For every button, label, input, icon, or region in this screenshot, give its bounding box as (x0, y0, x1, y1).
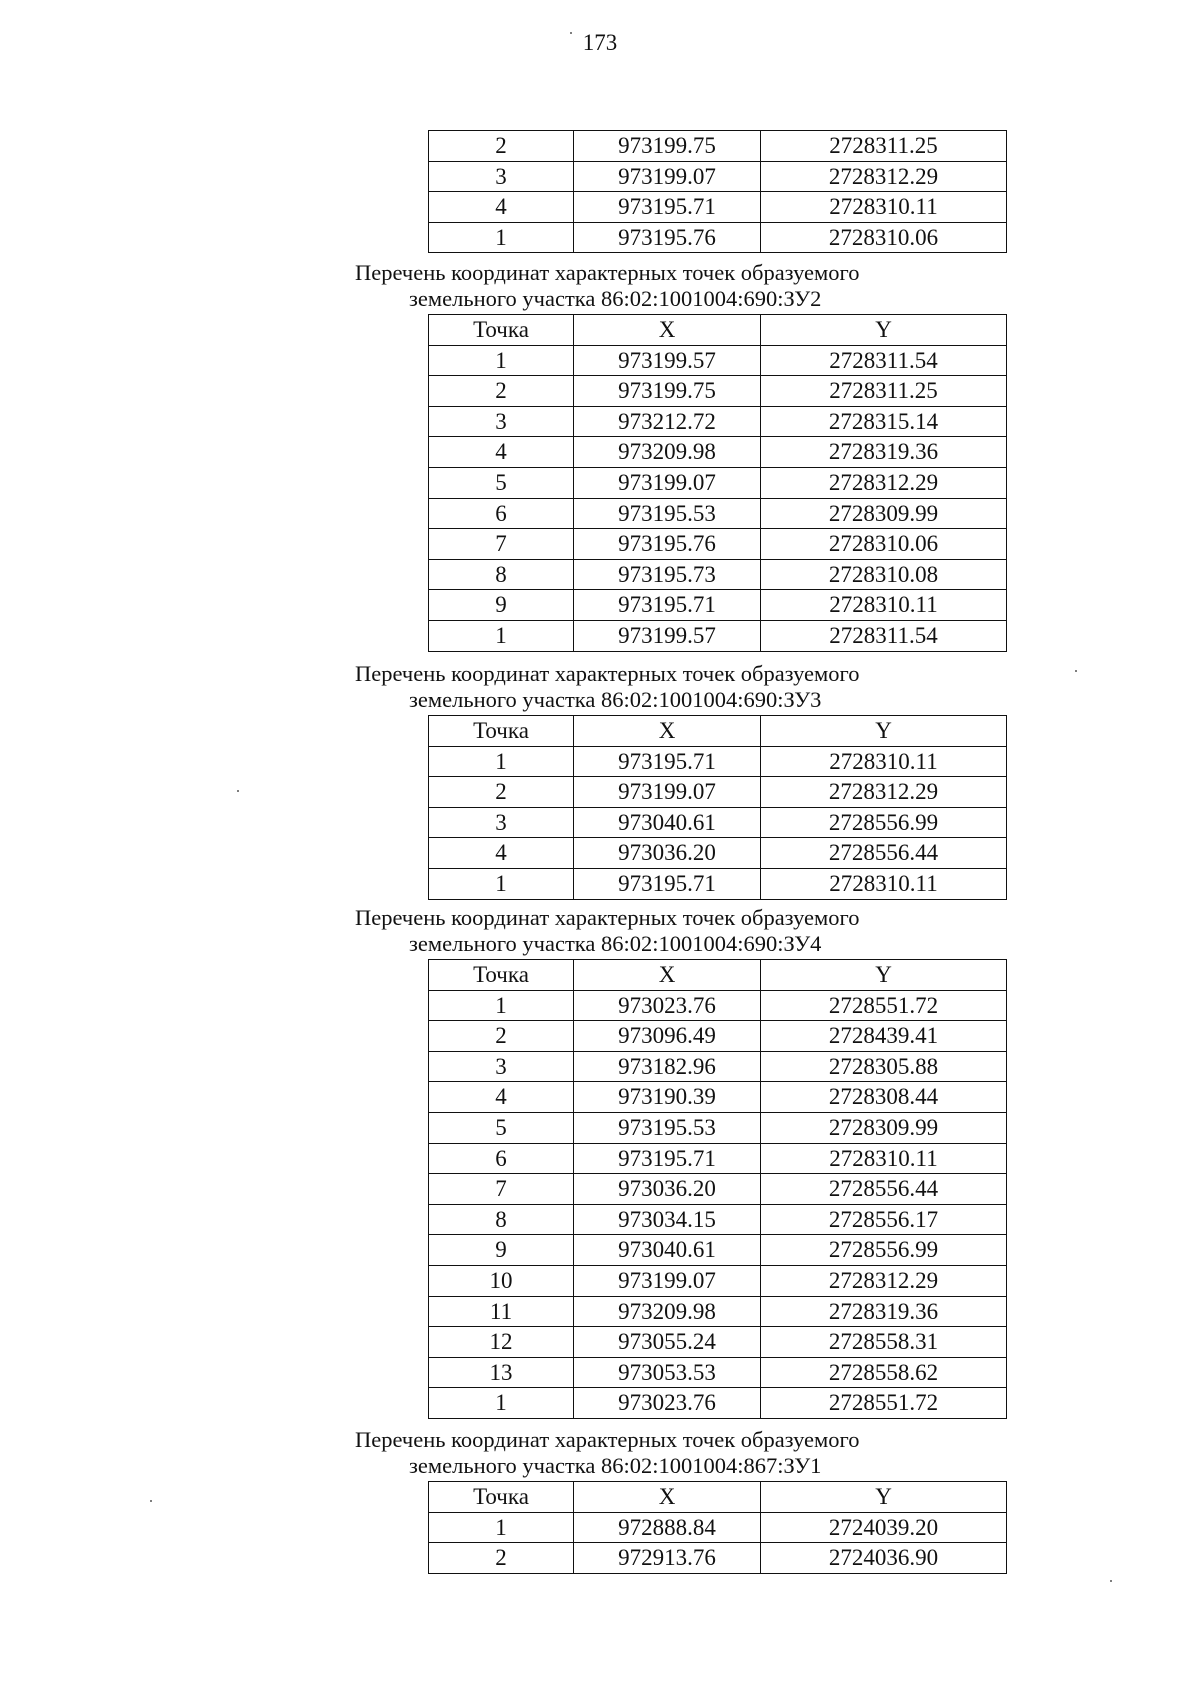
y-cell: 2728312.29 (761, 777, 1007, 808)
table-row (429, 559, 1007, 590)
point-cell: 1 (429, 746, 574, 777)
header-point: Точка (429, 315, 574, 346)
header-point: Точка (429, 1482, 574, 1513)
point-cell: 7 (429, 529, 574, 560)
table-row (429, 1021, 1007, 1052)
y-cell: 2728310.11 (761, 1143, 1007, 1174)
x-cell: 973195.76 (574, 222, 761, 253)
header-y: Y (761, 315, 1007, 346)
table-row (429, 437, 1007, 468)
y-cell: 2728310.11 (761, 746, 1007, 777)
caption-line-2: земельного участка 86:02:1001004:690:ЗУ4 (409, 931, 822, 956)
caption-line-2: земельного участка 86:02:1001004:867:ЗУ1 (409, 1453, 822, 1478)
coordinate-table (428, 314, 1007, 652)
table-row (429, 161, 1007, 192)
x-cell: 973199.75 (574, 376, 761, 407)
scan-speck (1075, 670, 1077, 672)
y-cell: 2728556.99 (761, 1235, 1007, 1266)
x-cell: 973195.53 (574, 498, 761, 529)
point-cell: 11 (429, 1296, 574, 1327)
x-cell: 973195.71 (574, 590, 761, 621)
table-row (429, 590, 1007, 621)
header-point: Точка (429, 960, 574, 991)
point-cell: 1 (429, 1512, 574, 1543)
table-row (429, 807, 1007, 838)
point-cell: 3 (429, 807, 574, 838)
header-y: Y (761, 960, 1007, 991)
y-cell: 2728558.62 (761, 1357, 1007, 1388)
table-row (429, 1296, 1007, 1327)
x-cell: 973040.61 (574, 1235, 761, 1266)
header-y: Y (761, 1482, 1007, 1513)
caption-line-2: земельного участка 86:02:1001004:690:ЗУ3 (409, 687, 822, 712)
y-cell: 2724036.90 (761, 1543, 1007, 1574)
y-cell: 2728556.17 (761, 1204, 1007, 1235)
x-cell: 973182.96 (574, 1051, 761, 1082)
x-cell: 973195.71 (574, 746, 761, 777)
table-row (429, 1265, 1007, 1296)
header-x: X (574, 960, 761, 991)
point-cell: 1 (429, 620, 574, 651)
x-cell: 973199.07 (574, 467, 761, 498)
x-cell: 973195.71 (574, 192, 761, 223)
y-cell: 2728309.99 (761, 1112, 1007, 1143)
y-cell: 2728312.29 (761, 467, 1007, 498)
section-caption (355, 661, 915, 713)
point-cell: 9 (429, 590, 574, 621)
y-cell: 2728310.11 (761, 192, 1007, 223)
y-cell: 2728305.88 (761, 1051, 1007, 1082)
point-cell: 1 (429, 1388, 574, 1419)
table-row (429, 990, 1007, 1021)
point-cell: 2 (429, 131, 574, 162)
point-cell: 4 (429, 838, 574, 869)
point-cell: 6 (429, 498, 574, 529)
x-cell: 973199.07 (574, 1265, 761, 1296)
table-row (429, 498, 1007, 529)
y-cell: 2728556.44 (761, 838, 1007, 869)
y-cell: 2728308.44 (761, 1082, 1007, 1113)
point-cell: 1 (429, 868, 574, 899)
table-row (429, 1143, 1007, 1174)
y-cell: 2728312.29 (761, 1265, 1007, 1296)
y-cell: 2728439.41 (761, 1021, 1007, 1052)
table-row (429, 376, 1007, 407)
y-cell: 2728311.54 (761, 345, 1007, 376)
point-cell: 2 (429, 1021, 574, 1052)
point-cell: 5 (429, 1112, 574, 1143)
section-caption (355, 905, 915, 957)
table-row (429, 838, 1007, 869)
scan-speck (150, 1500, 152, 1502)
x-cell: 973034.15 (574, 1204, 761, 1235)
y-cell: 2728310.11 (761, 868, 1007, 899)
y-cell: 2728309.99 (761, 498, 1007, 529)
point-cell: 2 (429, 777, 574, 808)
table-row (429, 345, 1007, 376)
x-cell: 973209.98 (574, 1296, 761, 1327)
x-cell: 973096.49 (574, 1021, 761, 1052)
table-row (429, 620, 1007, 651)
x-cell: 973209.98 (574, 437, 761, 468)
y-cell: 2728312.29 (761, 161, 1007, 192)
x-cell: 973195.71 (574, 868, 761, 899)
point-cell: 8 (429, 559, 574, 590)
y-cell: 2728551.72 (761, 1388, 1007, 1419)
header-x: X (574, 315, 761, 346)
table-row (429, 222, 1007, 253)
caption-line-1: Перечень координат характерных точек образуемого (355, 260, 860, 285)
point-cell: 13 (429, 1357, 574, 1388)
x-cell: 973199.57 (574, 345, 761, 376)
table-row (429, 529, 1007, 560)
point-cell: 2 (429, 1543, 574, 1574)
table-row (429, 1235, 1007, 1266)
y-cell: 2728310.06 (761, 529, 1007, 560)
table-row (429, 1082, 1007, 1113)
caption-line-1: Перечень координат характерных точек образуемого (355, 661, 860, 686)
caption-line-2: земельного участка 86:02:1001004:690:ЗУ2 (409, 286, 822, 311)
table-header-row (429, 1482, 1007, 1513)
coordinate-table (428, 959, 1007, 1419)
y-cell: 2728311.54 (761, 620, 1007, 651)
x-cell: 973055.24 (574, 1327, 761, 1358)
coordinate-table (428, 715, 1007, 900)
section-caption (355, 260, 915, 312)
point-cell: 4 (429, 437, 574, 468)
y-cell: 2728556.99 (761, 807, 1007, 838)
y-cell: 2728558.31 (761, 1327, 1007, 1358)
scan-speck (570, 32, 572, 34)
caption-line-1: Перечень координат характерных точек образуемого (355, 905, 860, 930)
x-cell: 973195.53 (574, 1112, 761, 1143)
table-row (429, 777, 1007, 808)
table-row (429, 1051, 1007, 1082)
point-cell: 10 (429, 1265, 574, 1296)
table-row (429, 1543, 1007, 1574)
x-cell: 973190.39 (574, 1082, 761, 1113)
y-cell: 2728319.36 (761, 437, 1007, 468)
point-cell: 1 (429, 222, 574, 253)
point-cell: 6 (429, 1143, 574, 1174)
point-cell: 4 (429, 1082, 574, 1113)
y-cell: 2728310.06 (761, 222, 1007, 253)
point-cell: 3 (429, 406, 574, 437)
coordinate-table (428, 1481, 1007, 1574)
x-cell: 973036.20 (574, 1174, 761, 1205)
header-y: Y (761, 716, 1007, 747)
x-cell: 973199.07 (574, 161, 761, 192)
x-cell: 973053.53 (574, 1357, 761, 1388)
table-row (429, 467, 1007, 498)
scan-speck (1110, 1580, 1112, 1582)
point-cell: 1 (429, 990, 574, 1021)
y-cell: 2728319.36 (761, 1296, 1007, 1327)
x-cell: 973195.73 (574, 559, 761, 590)
y-cell: 2728311.25 (761, 131, 1007, 162)
y-cell: 2728310.08 (761, 559, 1007, 590)
point-cell: 3 (429, 161, 574, 192)
table-header-row (429, 716, 1007, 747)
point-cell: 7 (429, 1174, 574, 1205)
x-cell: 972888.84 (574, 1512, 761, 1543)
point-cell: 8 (429, 1204, 574, 1235)
table-row (429, 868, 1007, 899)
table-row (429, 1512, 1007, 1543)
x-cell: 973199.57 (574, 620, 761, 651)
caption-line-1: Перечень координат характерных точек образуемого (355, 1427, 860, 1452)
table-row (429, 746, 1007, 777)
y-cell: 2728551.72 (761, 990, 1007, 1021)
table-row (429, 1112, 1007, 1143)
point-cell: 1 (429, 345, 574, 376)
x-cell: 972913.76 (574, 1543, 761, 1574)
x-cell: 973199.07 (574, 777, 761, 808)
x-cell: 973023.76 (574, 990, 761, 1021)
y-cell: 2728556.44 (761, 1174, 1007, 1205)
header-point: Точка (429, 716, 574, 747)
x-cell: 973023.76 (574, 1388, 761, 1419)
table-row (429, 1388, 1007, 1419)
x-cell: 973199.75 (574, 131, 761, 162)
table-row (429, 192, 1007, 223)
page-number: 173 (582, 30, 618, 55)
table-row (429, 1204, 1007, 1235)
scan-speck (237, 790, 239, 792)
x-cell: 973212.72 (574, 406, 761, 437)
point-cell: 2 (429, 376, 574, 407)
header-x: X (574, 716, 761, 747)
point-cell: 3 (429, 1051, 574, 1082)
point-cell: 4 (429, 192, 574, 223)
x-cell: 973195.76 (574, 529, 761, 560)
table-row (429, 1357, 1007, 1388)
x-cell: 973036.20 (574, 838, 761, 869)
table-row (429, 1327, 1007, 1358)
y-cell: 2728310.11 (761, 590, 1007, 621)
x-cell: 973195.71 (574, 1143, 761, 1174)
table-row (429, 406, 1007, 437)
point-cell: 5 (429, 467, 574, 498)
y-cell: 2728315.14 (761, 406, 1007, 437)
table-header-row (429, 960, 1007, 991)
table-header-row (429, 315, 1007, 346)
y-cell: 2728311.25 (761, 376, 1007, 407)
y-cell: 2724039.20 (761, 1512, 1007, 1543)
header-x: X (574, 1482, 761, 1513)
coordinate-table-continuation (428, 130, 1007, 253)
x-cell: 973040.61 (574, 807, 761, 838)
table-row (429, 1174, 1007, 1205)
section-caption (355, 1427, 915, 1479)
table-row (429, 131, 1007, 162)
point-cell: 12 (429, 1327, 574, 1358)
point-cell: 9 (429, 1235, 574, 1266)
